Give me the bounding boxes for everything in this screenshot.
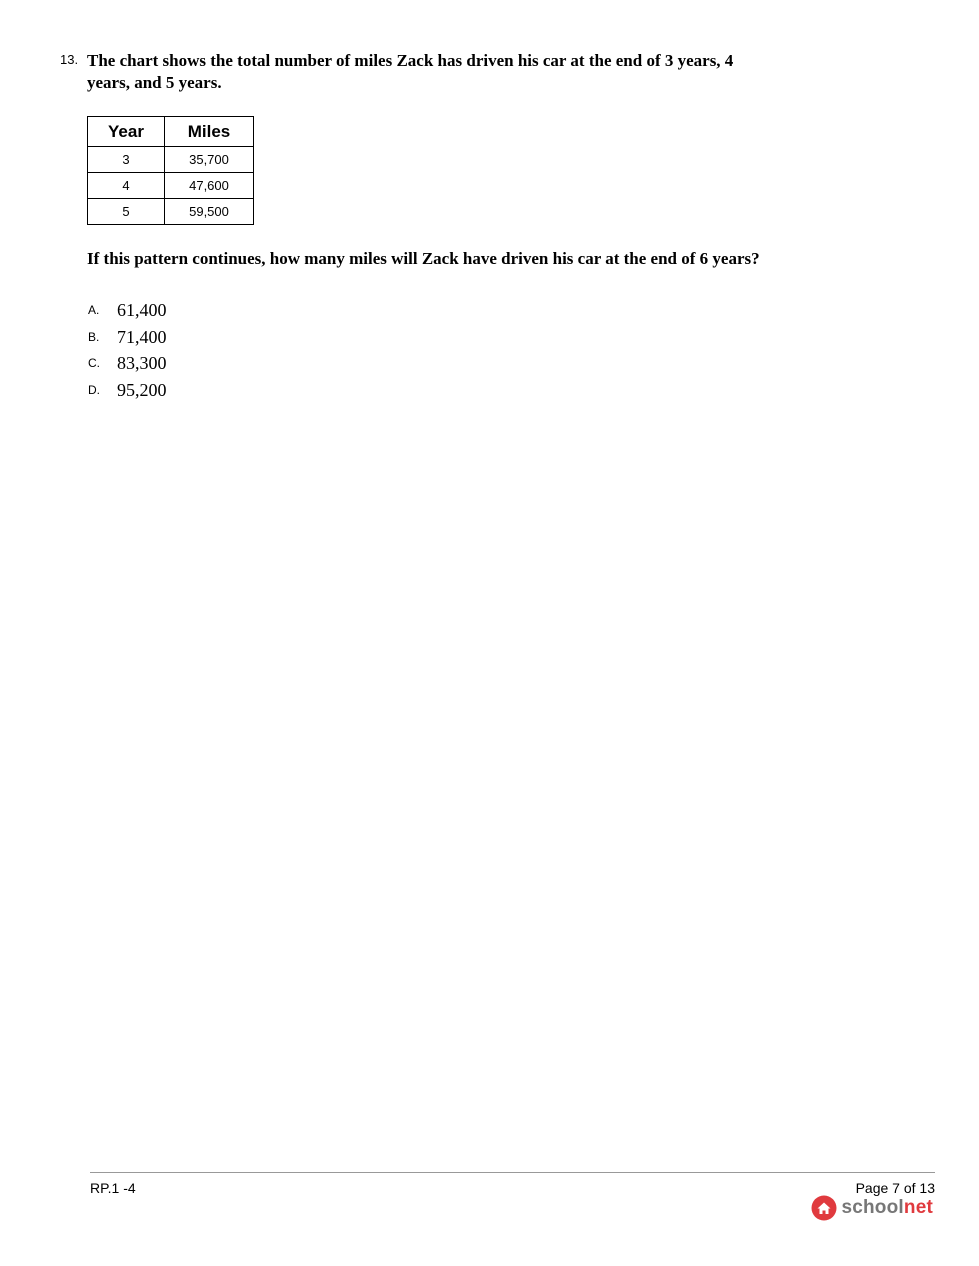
table-header-year: Year — [88, 117, 165, 147]
table-cell-year: 5 — [88, 199, 165, 225]
table-header-miles: Miles — [165, 117, 254, 147]
choice-letter: C. — [88, 356, 100, 371]
choice-value: 83,300 — [117, 353, 167, 374]
table-cell-year: 3 — [88, 147, 165, 173]
table-row — [88, 173, 254, 199]
brand-name — [841, 1197, 933, 1219]
table-cell-miles: 35,700 — [165, 147, 254, 173]
choice-letter: A. — [88, 303, 100, 317]
table-cell-miles: 59,500 — [165, 199, 254, 225]
choice-value: 71,400 — [117, 326, 167, 347]
schoolnet-logo — [811, 1194, 933, 1222]
data-table — [87, 116, 254, 225]
standard-code: RP.1 -4 — [90, 1180, 136, 1196]
page-number: Page 7 of 13 — [855, 1180, 935, 1196]
house-icon — [811, 1195, 837, 1221]
table-row — [88, 199, 254, 225]
question-prompt: If this pattern continues, how many miles will Zack have driven his car at the end of 6 years? — [87, 249, 760, 268]
table-row — [88, 147, 254, 173]
table-header-row — [88, 117, 254, 147]
brand-name-school: school — [841, 1197, 904, 1218]
table-cell-year: 4 — [88, 173, 165, 199]
footer-divider — [90, 1172, 935, 1173]
choice-letter: B. — [88, 329, 100, 344]
choice-value: 95,200 — [117, 380, 167, 401]
question-text: The chart shows the total number of miles Zack has driven his car at the end of 3 years, 4 years, and 5 years. — [87, 51, 734, 92]
brand-name-net: net — [903, 1197, 933, 1218]
choice-letter: D. — [88, 383, 100, 398]
question-number: 13. — [60, 52, 79, 67]
table-cell-miles: 47,600 — [165, 173, 254, 199]
choice-value: 61,400 — [117, 300, 167, 320]
